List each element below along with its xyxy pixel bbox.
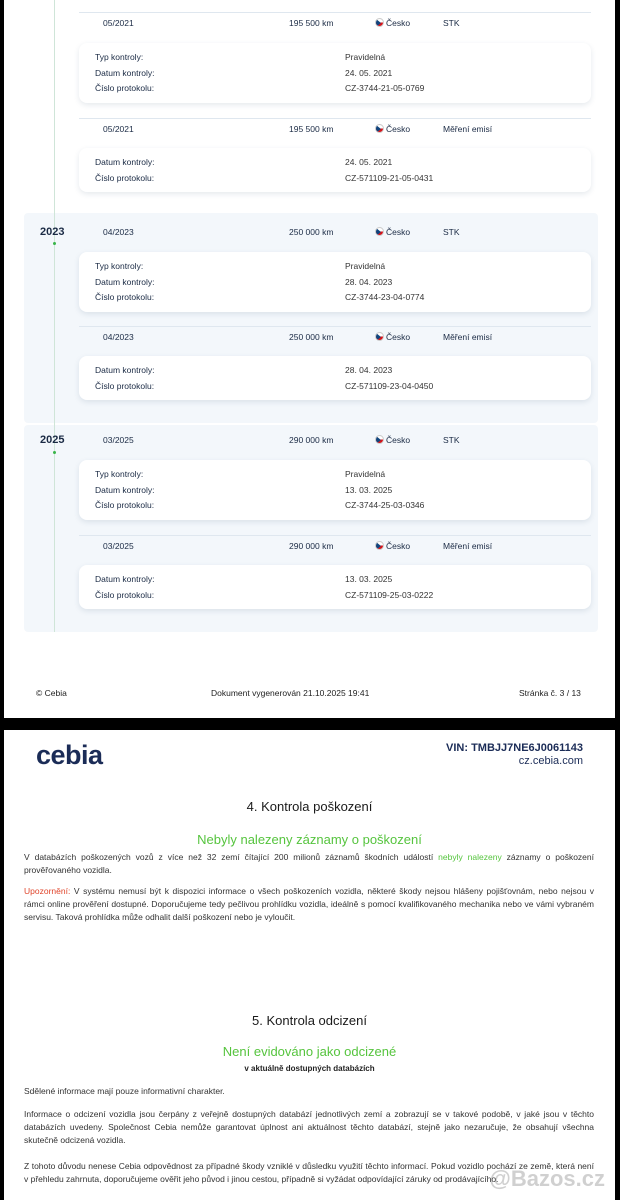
detail-value: 24. 05. 2021 bbox=[345, 157, 393, 167]
detail-label: Typ kontroly: bbox=[95, 261, 144, 271]
detail-label: Datum kontroly: bbox=[95, 157, 155, 167]
year-label: 2023 bbox=[40, 226, 65, 238]
inspection-row bbox=[79, 12, 591, 32]
damage-paragraph: V databázích poškozených vozů z více než 32 zemí čítající 200 milionů záznamů škodních událostí nebyly nalezeny záznamy o poškození prověřovaného vozidla. bbox=[24, 852, 594, 875]
inspection-date: 05/2021 bbox=[103, 124, 134, 134]
footer-page-number: Stránka č. 3 / 13 bbox=[519, 688, 581, 698]
inspection-date: 04/2023 bbox=[103, 332, 134, 342]
theft-paragraph-1: Sdělené informace mají pouze informativní charakter. bbox=[24, 1086, 225, 1096]
inspection-type: Měření emisí bbox=[443, 541, 493, 551]
inspection-detail-card bbox=[79, 148, 591, 192]
detail-label: Typ kontroly: bbox=[95, 52, 144, 62]
timeline-dot bbox=[53, 242, 56, 245]
mileage: 290 000 km bbox=[289, 541, 334, 551]
inspection-detail-card bbox=[79, 356, 591, 400]
czech-flag-icon bbox=[375, 332, 384, 341]
inspection-type: STK bbox=[443, 18, 460, 28]
country: Česko bbox=[375, 18, 410, 28]
czech-flag-icon bbox=[375, 18, 384, 27]
detail-value: CZ-3744-23-04-0774 bbox=[345, 292, 425, 302]
report-page-4 bbox=[4, 730, 615, 1200]
section-title-theft: 5. Kontrola odcizení bbox=[252, 1013, 367, 1028]
inspection-row bbox=[79, 118, 591, 138]
detail-value: 13. 03. 2025 bbox=[345, 485, 393, 495]
country: Česko bbox=[375, 541, 410, 551]
inspection-detail-card bbox=[79, 252, 591, 312]
damage-warning: Upozornění: V systému nemusí být k dispozici informace o všech poškozeních vozidla, některé škody nejsou hlášeny pojišťovnám, nebo nejsou v rámci online prověření dostupné. Doporučujeme tedy pečlivou prohlídku vozidla, ideálně s pomocí kvalifikovaného mechanika nebo ve vámi vybraném servisu. Taková prohlídka může odhalit další poškození nebo je vyloučit. bbox=[24, 886, 594, 922]
detail-label: Datum kontroly: bbox=[95, 68, 155, 78]
inspection-date: 03/2025 bbox=[103, 435, 134, 445]
detail-value: CZ-3744-25-03-0346 bbox=[345, 500, 425, 510]
czech-flag-icon bbox=[375, 541, 384, 550]
country: Česko bbox=[375, 435, 410, 445]
mileage: 250 000 km bbox=[289, 227, 334, 237]
detail-label: Datum kontroly: bbox=[95, 574, 155, 584]
timeline-line bbox=[54, 0, 55, 632]
inspection-detail-card bbox=[79, 43, 591, 103]
inspection-type: STK bbox=[443, 435, 460, 445]
inspection-row bbox=[79, 326, 591, 346]
detail-value: CZ-571109-21-05-0431 bbox=[345, 173, 434, 183]
inspection-row bbox=[79, 222, 591, 242]
inspection-row bbox=[79, 535, 591, 555]
detail-value: 13. 03. 2025 bbox=[345, 574, 393, 584]
detail-label: Číslo protokolu: bbox=[95, 173, 155, 183]
footer-copyright: © Cebia bbox=[36, 688, 67, 698]
inspection-row bbox=[79, 430, 591, 450]
vin-number: VIN: TMBJJ7NE6J0061143 bbox=[446, 742, 583, 754]
section-title-damage: 4. Kontrola poškození bbox=[246, 799, 373, 814]
detail-value: CZ-3744-21-05-0769 bbox=[345, 83, 425, 93]
detail-value: Pravidelná bbox=[345, 469, 386, 479]
inspection-detail-card bbox=[79, 460, 591, 520]
czech-flag-icon bbox=[375, 227, 384, 236]
report-page-3 bbox=[4, 0, 615, 718]
detail-label: Číslo protokolu: bbox=[95, 83, 155, 93]
czech-flag-icon bbox=[375, 124, 384, 133]
mileage: 195 500 km bbox=[289, 18, 334, 28]
detail-value: 28. 04. 2023 bbox=[345, 277, 393, 287]
theft-result: Není evidováno jako odcizené bbox=[222, 1044, 397, 1059]
mileage: 250 000 km bbox=[289, 332, 334, 342]
mileage: 195 500 km bbox=[289, 124, 334, 134]
detail-value: CZ-571109-25-03-0222 bbox=[345, 590, 434, 600]
cebia-logo: cebia bbox=[36, 740, 103, 770]
website-link[interactable]: cz.cebia.com bbox=[518, 755, 583, 767]
inspection-type: STK bbox=[443, 227, 460, 237]
country: Česko bbox=[375, 124, 410, 134]
detail-value: Pravidelná bbox=[345, 261, 386, 271]
detail-label: Číslo protokolu: bbox=[95, 381, 155, 391]
detail-label: Datum kontroly: bbox=[95, 485, 155, 495]
damage-result: Nebyly nalezeny záznamy o poškození bbox=[197, 832, 422, 847]
detail-label: Datum kontroly: bbox=[95, 365, 155, 375]
bazos-watermark: @Bazos.cz bbox=[489, 1166, 605, 1191]
mileage: 290 000 km bbox=[289, 435, 334, 445]
inspection-date: 03/2025 bbox=[103, 541, 134, 551]
detail-value: 28. 04. 2023 bbox=[345, 365, 393, 375]
detail-value: 24. 05. 2021 bbox=[345, 68, 393, 78]
detail-label: Číslo protokolu: bbox=[95, 292, 155, 302]
detail-label: Datum kontroly: bbox=[95, 277, 155, 287]
inspection-date: 05/2021 bbox=[103, 18, 134, 28]
detail-label: Číslo protokolu: bbox=[95, 590, 155, 600]
detail-label: Typ kontroly: bbox=[95, 469, 144, 479]
theft-paragraph-2: Informace o odcizení vozidla jsou čerpány z veřejně dostupných databází jednotlivých zemí a zobrazují se v takové podobě, v jaké jsou v těchto databázích uvedeny. Společnost Cebia nemůže garantovat úplnost ani aktuálnost těchto databází, stejně jako nezaručuje, že obsahují všechna skutečně odcizená vozidla. bbox=[24, 1109, 594, 1145]
footer-generated: Dokument vygenerován 21.10.2025 19:41 bbox=[211, 688, 370, 698]
inspection-type: Měření emisí bbox=[443, 332, 493, 342]
country: Česko bbox=[375, 227, 410, 237]
timeline-dot bbox=[53, 451, 56, 454]
detail-value: CZ-571109-23-04-0450 bbox=[345, 381, 434, 391]
theft-paragraph-3: Z tohoto důvodu nenese Cebia odpovědnost za případné škody vzniklé v důsledku využití těchto informací. Pokud vozidlo pochází ze země, která není v přehledu zahrnuta, doporučujeme ověřit jeho původ i jinou cestou, případně si vyžádat odpovídající záruky od prodávajícího. bbox=[24, 1161, 594, 1184]
inspection-date: 04/2023 bbox=[103, 227, 134, 237]
czech-flag-icon bbox=[375, 435, 384, 444]
inspection-type: Měření emisí bbox=[443, 124, 493, 134]
year-label: 2025 bbox=[40, 434, 65, 446]
detail-value: Pravidelná bbox=[345, 52, 386, 62]
country: Česko bbox=[375, 332, 410, 342]
detail-label: Číslo protokolu: bbox=[95, 500, 155, 510]
theft-subtitle: v aktuálně dostupných databázích bbox=[244, 1064, 375, 1073]
inspection-detail-card bbox=[79, 565, 591, 609]
